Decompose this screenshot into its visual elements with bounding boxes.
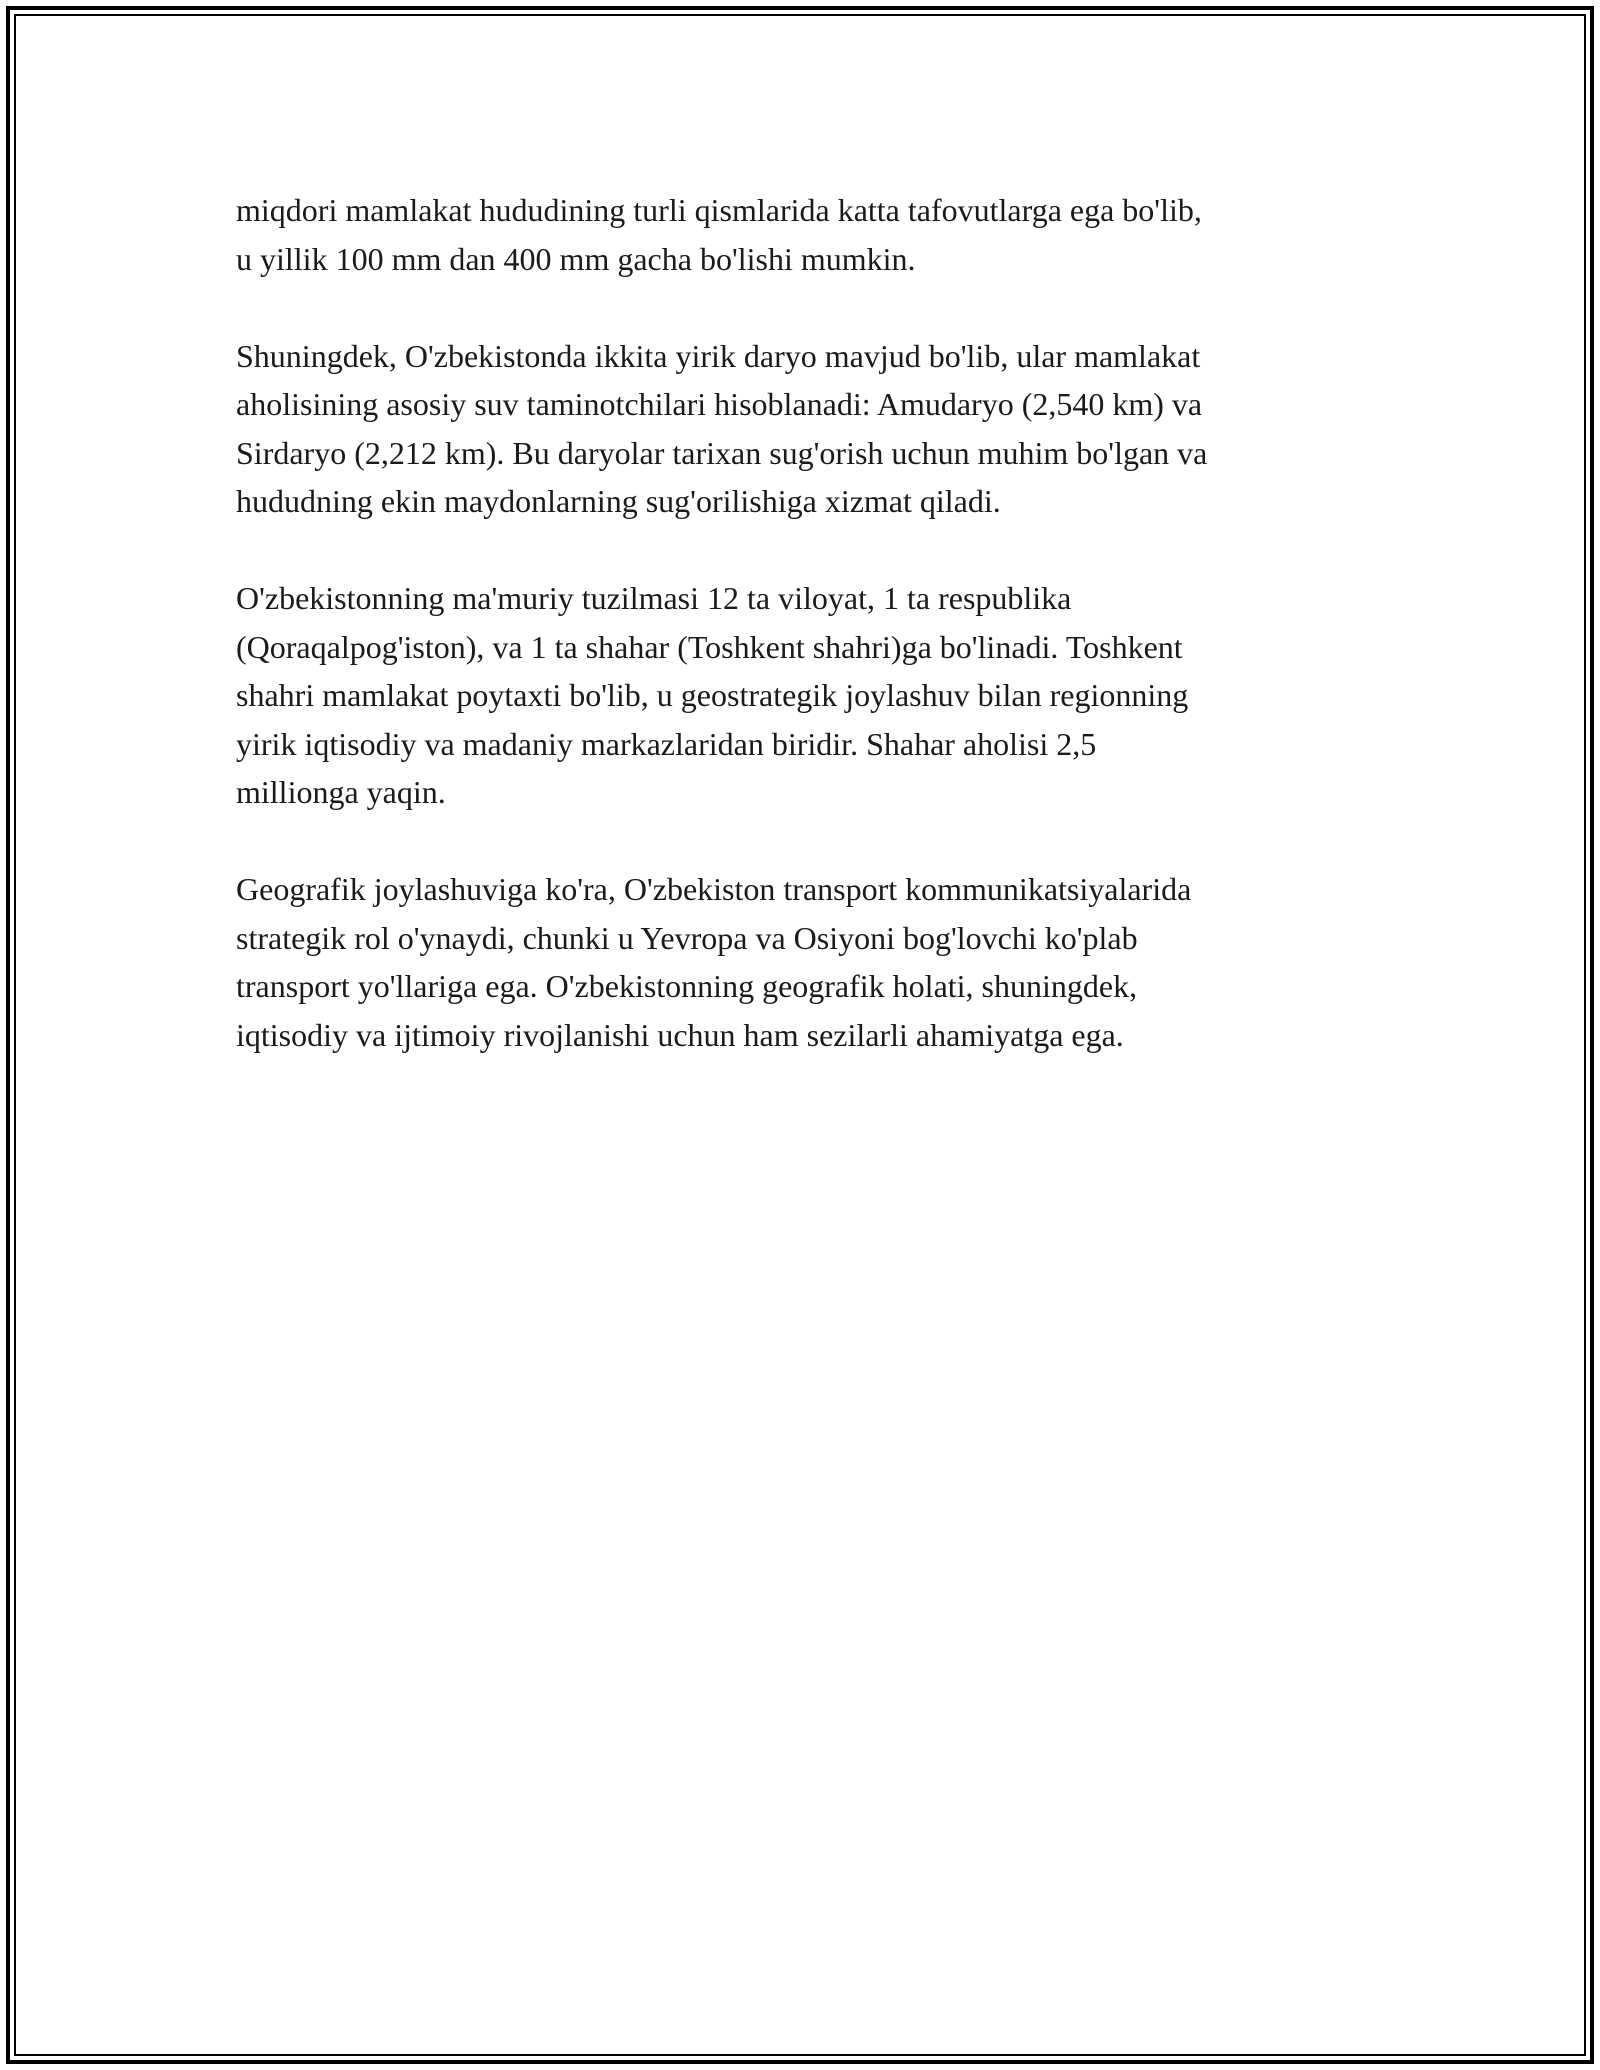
paragraph-precipitation: miqdori mamlakat hududining turli qismlarida katta tafovutlarga ega bo'lib, u yillik 100 mm dan 400 mm gacha bo'lishi mumkin.	[236, 192, 1202, 277]
paragraph-rivers: Shuningdek, O'zbekistonda ikkita yirik daryo mavjud bo'lib, ular mamlakat aholisining asosiy suv taminotchilari hisoblanadi: Amudaryo (2,540 km) va Sirdaryo (2,212 km). Bu daryolar tarixan sug'orish uchun muhim bo'lgan va hududning ekin maydonlarning sug'orilishiga xizmat qiladi.	[236, 337, 1208, 519]
paragraph-administrative-structure: O'zbekistonning ma'muriy tuzilmasi 12 ta viloyat, 1 ta respublika (Qoraqalpog'iston), va 1 ta shahar (Toshkent shahri)ga bo'linadi. Toshkent shahri mamlakat poytaxti bo'lib, u geostrategik joylashuv bilan regionning yirik iqtisodiy va madaniy markazlaridan biridir. Shahar aholisi 2,5 millionga yaqin.	[236, 580, 1189, 810]
paragraph-transport-geography: Geografik joylashuviga ko'ra, O'zbekiston transport kommunikatsiyalarida strategik rol o'ynaydi, chunki u Yevropa va Osiyoni bog'lovchi ko'plab transport yo'llariga ega. O'zbekistonning geografik holati, shuningdek, iqtisodiy va ijtimoiy rivojlanishi uchun ham sezilarli ahamiyatga ega.	[236, 871, 1192, 1053]
document-body	[236, 186, 1366, 1108]
